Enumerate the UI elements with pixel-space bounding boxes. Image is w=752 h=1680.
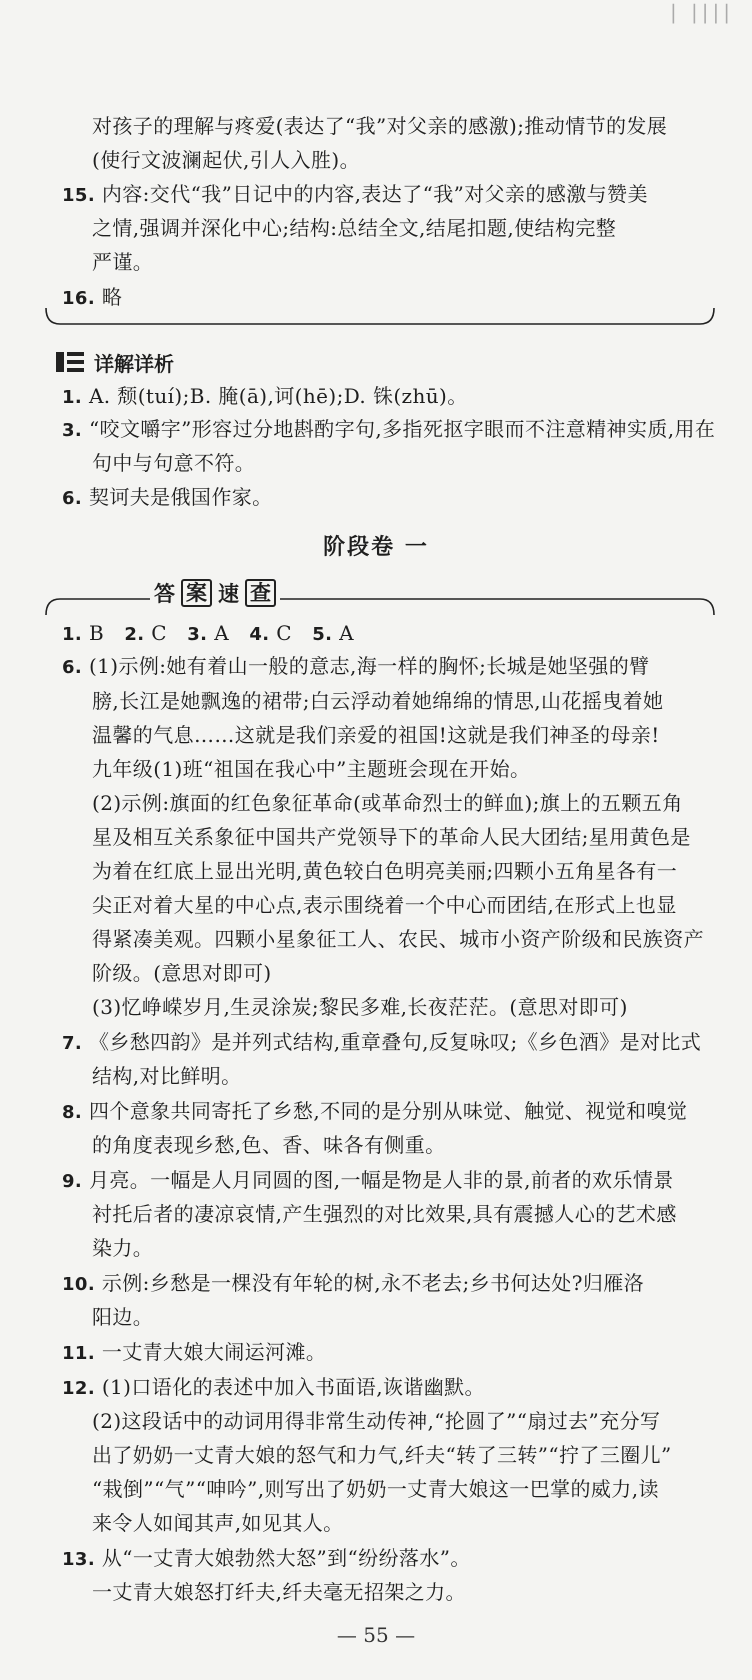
list-icon <box>56 350 84 374</box>
explanation-line: 句中与句意不符。 <box>92 451 256 475</box>
answer-line: 尖正对着大星的中心点,表示围绕着一个中心而团结,在形式上也显 <box>92 893 677 917</box>
question-number: 1. <box>62 624 83 645</box>
question-number: 10. <box>62 1274 96 1295</box>
answer-text: 内容:交代“我”日记中的内容,表达了“我”对父亲的感激与赞美 <box>101 182 648 206</box>
answer-text: (1)口语化的表述中加入书面语,诙谐幽默。 <box>101 1375 485 1399</box>
question-number: 5. <box>312 624 333 645</box>
answer-text: 示例:乡愁是一棵没有年轮的树,永不老去;乡书何达处?归雁洛 <box>101 1271 645 1295</box>
answer-line: 一丈青大娘怒打纤夫,纤夫毫无招架之力。 <box>92 1580 466 1604</box>
question-number: 6. <box>62 657 83 678</box>
answer-q8 <box>62 1098 712 1126</box>
detailed-section-header <box>56 349 174 375</box>
choice-answer: C <box>276 621 292 645</box>
page-number: — 55 — <box>336 1623 416 1647</box>
multiple-choice-answers <box>62 620 712 648</box>
section-title: 详解详析 <box>94 351 174 376</box>
answer-q15 <box>62 181 712 209</box>
choice-answer: C <box>151 621 167 645</box>
choice-answer: B <box>88 621 105 645</box>
choice-answer: A <box>214 621 230 645</box>
question-number: 11. <box>62 1343 96 1364</box>
answer-q12 <box>62 1374 712 1402</box>
answer-q10 <box>62 1270 712 1298</box>
answer-line: 阶级。(意思对即可) <box>92 961 272 985</box>
badge-char-boxed: 查 <box>245 579 276 607</box>
badge-char: 速 <box>218 582 239 606</box>
answer-line: 温馨的气息……这就是我们亲爱的祖国!这就是我们神圣的母亲! <box>92 723 660 747</box>
question-number: 3. <box>62 420 83 441</box>
question-number: 15. <box>62 185 96 206</box>
explanation-text: A. 颓(tuí);B. 腌(ā),诃(hē);D. 铢(zhū)。 <box>88 384 468 408</box>
question-number: 3. <box>187 624 208 645</box>
corner-scan-marks: | |||| <box>669 0 734 24</box>
answer-line: 九年级(1)班“祖国在我心中”主题班会现在开始。 <box>92 757 531 781</box>
answer-line: 衬托后者的凄凉哀情,产生强烈的对比效果,具有震撼人心的艺术感 <box>92 1202 677 1226</box>
question-number: 6. <box>62 488 83 509</box>
explanation-text: “咬文嚼字”形容过分地斟酌字句,多指死抠字眼而不注意精神实质,用在 <box>88 417 716 441</box>
answer-text: 从“一丈青大娘勃然大怒”到“纷纷落水”。 <box>101 1546 471 1570</box>
answer-header-frame <box>44 575 716 619</box>
section-divider-rule <box>44 304 716 330</box>
answer-q9 <box>62 1167 712 1195</box>
choice-answer: A <box>339 621 355 645</box>
explanation-text: 契诃夫是俄国作家。 <box>88 485 273 509</box>
badge-char: 答 <box>154 582 175 606</box>
question-number: 8. <box>62 1102 83 1123</box>
question-number: 1. <box>62 387 83 408</box>
answer-q11 <box>62 1339 712 1367</box>
answer-line: 阳边。 <box>92 1305 154 1329</box>
answer-quick-check-badge <box>150 578 280 608</box>
answer-text: 月亮。一幅是人月同圆的图,一幅是物是人非的景,前者的欢乐情景 <box>88 1168 674 1192</box>
question-number: 4. <box>249 624 270 645</box>
question-number: 13. <box>62 1549 96 1570</box>
answer-q6 <box>62 653 712 681</box>
answer-line: 严谨。 <box>92 250 154 274</box>
answer-line: 结构,对比鲜明。 <box>92 1064 242 1088</box>
badge-char-boxed: 案 <box>181 579 212 607</box>
answer-text: 一丈青大娘大闹运河滩。 <box>101 1340 327 1364</box>
question-number: 12. <box>62 1378 96 1399</box>
question-number: 2. <box>124 624 145 645</box>
answer-q7 <box>62 1029 712 1057</box>
answer-line: (2)示例:旗面的红色象征革命(或革命烈士的鲜血);旗上的五颗五角 <box>92 791 683 815</box>
answer-line: 来令人如闻其声,如见其人。 <box>92 1511 344 1535</box>
answer-line: 为着在红底上显出光明,黄色较白色明亮美丽;四颗小五角星各有一 <box>92 859 678 883</box>
question-number: 9. <box>62 1171 83 1192</box>
answer-line: 星及相互关系象征中国共产党领导下的革命人民大团结;星用黄色是 <box>92 825 691 849</box>
explanation-q3 <box>62 416 716 444</box>
answer-continuation-line: (使行文波澜起伏,引人入胜)。 <box>92 148 360 172</box>
answer-line: 出了奶奶一丈青大娘的怒气和力气,纤夫“转了三转”“拧了三圈儿” <box>92 1443 672 1467</box>
answer-line: 的角度表现乡愁,色、香、味各有侧重。 <box>92 1133 446 1157</box>
answer-text: 略 <box>101 285 123 309</box>
answer-line: (3)忆峥嵘岁月,生灵涂炭;黎民多难,长夜茫茫。(意思对即可) <box>92 995 628 1019</box>
answer-line: 膀,长江是她飘逸的裙带;白云浮动着她绵绵的情思,山花摇曳着她 <box>92 689 664 713</box>
answer-line: 染力。 <box>92 1236 154 1260</box>
question-number: 16. <box>62 288 96 309</box>
answer-q13 <box>62 1545 712 1573</box>
answer-line: “栽倒”“气”“呻吟”,则写出了奶奶一丈青大娘这一巴掌的威力,读 <box>92 1477 659 1501</box>
answer-text: (1)示例:她有着山一般的意志,海一样的胸怀;长城是她坚强的臂 <box>88 654 650 678</box>
answer-continuation-line: 对孩子的理解与疼爱(表达了“我”对父亲的感激);推动情节的发展 <box>92 114 668 138</box>
question-number: 7. <box>62 1033 83 1054</box>
explanation-q6 <box>62 484 712 512</box>
explanation-q1 <box>62 383 712 411</box>
answer-line: (2)这段话中的动词用得非常生动传神,“抡圆了”“扇过去”充分写 <box>92 1409 661 1433</box>
answer-line: 得紧凑美观。四颗小星象征工人、农民、城市小资产阶级和民族资产 <box>92 927 704 951</box>
answer-line: 之情,强调并深化中心;结构:总结全文,结尾扣题,使结构完整 <box>92 216 617 240</box>
answer-text: 四个意象共同寄托了乡愁,不同的是分别从味觉、触觉、视觉和嗅觉 <box>88 1099 688 1123</box>
stage-title: 阶段卷 一 <box>323 535 429 560</box>
answer-text: 《乡愁四韵》是并列式结构,重章叠句,反复咏叹;《乡色酒》是对比式 <box>88 1030 702 1054</box>
